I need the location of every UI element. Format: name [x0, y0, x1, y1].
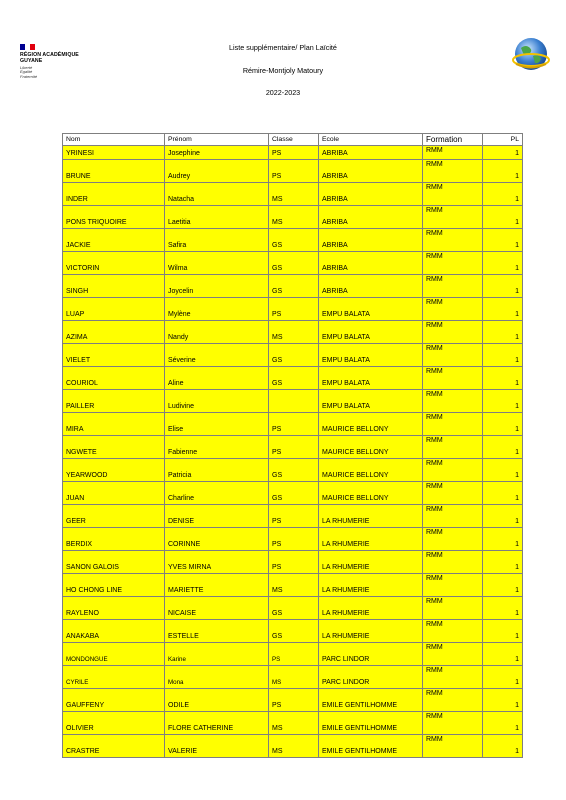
table-row	[63, 666, 523, 689]
cell-nom: YEARWOOD	[63, 459, 165, 482]
cell-classe	[269, 390, 319, 413]
cell-pl: 1	[483, 620, 523, 643]
cell-nom: VIELET	[63, 344, 165, 367]
logo-text: RÉGION ACADÉMIQUE GUYANE	[20, 52, 79, 64]
cell-pl: 1	[483, 344, 523, 367]
table-row	[63, 551, 523, 574]
column-header-formation: Formation	[423, 134, 483, 146]
cell-prenom: Safira	[165, 229, 269, 252]
globe-logo-icon	[511, 36, 551, 76]
cell-classe: MS	[269, 321, 319, 344]
cell-prenom: Ludivine	[165, 390, 269, 413]
cell-nom: SINGH	[63, 275, 165, 298]
cell-prenom: MARIETTE	[165, 574, 269, 597]
cell-formation: RMM	[423, 574, 483, 597]
table-row	[63, 206, 523, 229]
table-row	[63, 505, 523, 528]
cell-ecole: ABRIBA	[319, 252, 423, 275]
cell-pl: 1	[483, 689, 523, 712]
cell-classe: MS	[269, 574, 319, 597]
cell-classe: GS	[269, 252, 319, 275]
cell-prenom: Natacha	[165, 183, 269, 206]
cell-classe: GS	[269, 459, 319, 482]
cell-classe: PS	[269, 551, 319, 574]
cell-nom: GEER	[63, 505, 165, 528]
cell-formation: RMM	[423, 390, 483, 413]
cell-nom: JUAN	[63, 482, 165, 505]
cell-ecole: EMPU BALATA	[319, 321, 423, 344]
cell-ecole: PARC LINDOR	[319, 643, 423, 666]
cell-classe: PS	[269, 689, 319, 712]
cell-pl: 1	[483, 528, 523, 551]
cell-pl: 1	[483, 160, 523, 183]
cell-nom: PONS TRIQUOIRE	[63, 206, 165, 229]
cell-pl: 1	[483, 146, 523, 160]
cell-pl: 1	[483, 482, 523, 505]
cell-nom: GAUFFENY	[63, 689, 165, 712]
cell-pl: 1	[483, 183, 523, 206]
cell-formation: RMM	[423, 735, 483, 758]
cell-ecole: MAURICE BELLONY	[319, 482, 423, 505]
cell-prenom: YVES MIRNA	[165, 551, 269, 574]
cell-nom: HO CHONG LINE	[63, 574, 165, 597]
cell-classe: GS	[269, 482, 319, 505]
cell-nom: BERDIX	[63, 528, 165, 551]
cell-prenom: ESTELLE	[165, 620, 269, 643]
cell-prenom: Nandy	[165, 321, 269, 344]
cell-prenom: Karine	[165, 643, 269, 666]
document-location: Rémire-Montjoly Matoury	[242, 66, 324, 75]
cell-pl: 1	[483, 390, 523, 413]
cell-prenom: Mylène	[165, 298, 269, 321]
cell-formation: RMM	[423, 505, 483, 528]
cell-nom: BRUNE	[63, 160, 165, 183]
table-row	[63, 344, 523, 367]
cell-pl: 1	[483, 436, 523, 459]
cell-formation: RMM	[423, 321, 483, 344]
cell-nom: MIRA	[63, 413, 165, 436]
table-row	[63, 183, 523, 206]
table-row	[63, 413, 523, 436]
cell-ecole: EMILE GENTILHOMME	[319, 735, 423, 758]
cell-pl: 1	[483, 298, 523, 321]
cell-ecole: ABRIBA	[319, 275, 423, 298]
roster-table	[62, 133, 523, 758]
cell-classe: GS	[269, 229, 319, 252]
cell-nom: SANON GALOIS	[63, 551, 165, 574]
cell-ecole: EMPU BALATA	[319, 367, 423, 390]
cell-pl: 1	[483, 551, 523, 574]
cell-ecole: LA RHUMERIE	[319, 574, 423, 597]
cell-formation: RMM	[423, 620, 483, 643]
cell-prenom: Charline	[165, 482, 269, 505]
cell-prenom: Patricia	[165, 459, 269, 482]
cell-pl: 1	[483, 229, 523, 252]
cell-formation: RMM	[423, 666, 483, 689]
cell-classe: PS	[269, 436, 319, 459]
cell-classe: PS	[269, 528, 319, 551]
cell-ecole: ABRIBA	[319, 160, 423, 183]
table-row	[63, 528, 523, 551]
table-header-row	[63, 134, 523, 146]
cell-nom: CRASTRE	[63, 735, 165, 758]
table-row	[63, 146, 523, 160]
cell-prenom: Aline	[165, 367, 269, 390]
cell-ecole: ABRIBA	[319, 183, 423, 206]
cell-ecole: EMILE GENTILHOMME	[319, 689, 423, 712]
cell-nom: NGWETE	[63, 436, 165, 459]
table-row	[63, 689, 523, 712]
cell-prenom: ODILE	[165, 689, 269, 712]
cell-formation: RMM	[423, 482, 483, 505]
cell-formation: RMM	[423, 183, 483, 206]
cell-formation: RMM	[423, 689, 483, 712]
cell-classe: MS	[269, 183, 319, 206]
cell-nom: ANAKABA	[63, 620, 165, 643]
cell-classe: PS	[269, 160, 319, 183]
cell-nom: JACKIE	[63, 229, 165, 252]
table-row	[63, 620, 523, 643]
table-row	[63, 643, 523, 666]
table-row	[63, 252, 523, 275]
table-row	[63, 160, 523, 183]
cell-prenom: NICAISE	[165, 597, 269, 620]
cell-formation: RMM	[423, 597, 483, 620]
cell-formation: RMM	[423, 275, 483, 298]
cell-prenom: Audrey	[165, 160, 269, 183]
cell-pl: 1	[483, 574, 523, 597]
cell-pl: 1	[483, 459, 523, 482]
cell-formation: RMM	[423, 252, 483, 275]
cell-prenom: CORINNE	[165, 528, 269, 551]
cell-prenom: Laetitia	[165, 206, 269, 229]
table-row	[63, 712, 523, 735]
cell-prenom: Joycelin	[165, 275, 269, 298]
table-row	[63, 482, 523, 505]
cell-pl: 1	[483, 206, 523, 229]
column-header-ecole: Ecole	[319, 134, 423, 146]
cell-ecole: MAURICE BELLONY	[319, 436, 423, 459]
cell-nom: VICTORIN	[63, 252, 165, 275]
cell-ecole: PARC LINDOR	[319, 666, 423, 689]
cell-formation: RMM	[423, 643, 483, 666]
cell-formation: RMM	[423, 712, 483, 735]
cell-ecole: LA RHUMERIE	[319, 597, 423, 620]
cell-nom: PAILLER	[63, 390, 165, 413]
cell-classe: MS	[269, 206, 319, 229]
cell-formation: RMM	[423, 206, 483, 229]
cell-nom: LUAP	[63, 298, 165, 321]
cell-prenom: Séverine	[165, 344, 269, 367]
cell-pl: 1	[483, 643, 523, 666]
cell-pl: 1	[483, 252, 523, 275]
table-row	[63, 298, 523, 321]
table-row	[63, 390, 523, 413]
cell-formation: RMM	[423, 367, 483, 390]
cell-ecole: LA RHUMERIE	[319, 551, 423, 574]
cell-formation: RMM	[423, 146, 483, 160]
cell-pl: 1	[483, 735, 523, 758]
cell-formation: RMM	[423, 459, 483, 482]
cell-nom: COURIOL	[63, 367, 165, 390]
cell-classe: MS	[269, 735, 319, 758]
cell-pl: 1	[483, 712, 523, 735]
column-header-pl: PL	[483, 134, 523, 146]
cell-prenom: Mona	[165, 666, 269, 689]
column-header-prenom: Prénom	[165, 134, 269, 146]
cell-ecole: EMPU BALATA	[319, 298, 423, 321]
cell-prenom: FLORE CATHERINE	[165, 712, 269, 735]
table-row	[63, 574, 523, 597]
cell-formation: RMM	[423, 229, 483, 252]
cell-pl: 1	[483, 597, 523, 620]
cell-ecole: ABRIBA	[319, 229, 423, 252]
cell-ecole: ABRIBA	[319, 146, 423, 160]
table-row	[63, 735, 523, 758]
cell-ecole: EMILE GENTILHOMME	[319, 712, 423, 735]
cell-classe: PS	[269, 505, 319, 528]
cell-classe: GS	[269, 620, 319, 643]
cell-prenom: DENISE	[165, 505, 269, 528]
cell-nom: CYRILE	[63, 666, 165, 689]
cell-prenom: Fabienne	[165, 436, 269, 459]
cell-formation: RMM	[423, 551, 483, 574]
table-row	[63, 321, 523, 344]
cell-classe: GS	[269, 597, 319, 620]
cell-pl: 1	[483, 321, 523, 344]
cell-formation: RMM	[423, 298, 483, 321]
column-header-classe: Classe	[269, 134, 319, 146]
cell-ecole: EMPU BALATA	[319, 390, 423, 413]
cell-ecole: LA RHUMERIE	[319, 620, 423, 643]
document-title: Liste supplémentaire/ Plan Laïcité	[229, 43, 337, 52]
table-row	[63, 275, 523, 298]
cell-pl: 1	[483, 666, 523, 689]
cell-classe: PS	[269, 413, 319, 436]
table-row	[63, 597, 523, 620]
cell-classe: GS	[269, 344, 319, 367]
cell-classe: GS	[269, 367, 319, 390]
cell-formation: RMM	[423, 344, 483, 367]
cell-classe: PS	[269, 298, 319, 321]
cell-classe: PS	[269, 643, 319, 666]
cell-ecole: LA RHUMERIE	[319, 505, 423, 528]
cell-pl: 1	[483, 505, 523, 528]
logo-motto: Liberté Égalité Fraternité	[20, 65, 38, 79]
cell-formation: RMM	[423, 528, 483, 551]
cell-classe: GS	[269, 275, 319, 298]
cell-classe: PS	[269, 146, 319, 160]
table-row	[63, 367, 523, 390]
cell-prenom: Wilma	[165, 252, 269, 275]
cell-formation: RMM	[423, 413, 483, 436]
cell-prenom: Elise	[165, 413, 269, 436]
cell-nom: INDER	[63, 183, 165, 206]
cell-formation: RMM	[423, 436, 483, 459]
cell-pl: 1	[483, 275, 523, 298]
cell-classe: MS	[269, 712, 319, 735]
table-row	[63, 459, 523, 482]
cell-prenom: VALERIE	[165, 735, 269, 758]
document-year: 2022-2023	[265, 88, 301, 97]
cell-nom: MONDONGUE	[63, 643, 165, 666]
cell-pl: 1	[483, 367, 523, 390]
table-row	[63, 436, 523, 459]
cell-ecole: LA RHUMERIE	[319, 528, 423, 551]
cell-classe: MS	[269, 666, 319, 689]
cell-prenom: Josephine	[165, 146, 269, 160]
cell-ecole: MAURICE BELLONY	[319, 459, 423, 482]
table-row	[63, 229, 523, 252]
cell-nom: RAYLENO	[63, 597, 165, 620]
cell-nom: OLIVIER	[63, 712, 165, 735]
column-header-nom: Nom	[63, 134, 165, 146]
cell-ecole: EMPU BALATA	[319, 344, 423, 367]
cell-ecole: MAURICE BELLONY	[319, 413, 423, 436]
cell-nom: AZIMA	[63, 321, 165, 344]
cell-ecole: ABRIBA	[319, 206, 423, 229]
cell-formation: RMM	[423, 160, 483, 183]
cell-pl: 1	[483, 413, 523, 436]
cell-nom: YRINESI	[63, 146, 165, 160]
